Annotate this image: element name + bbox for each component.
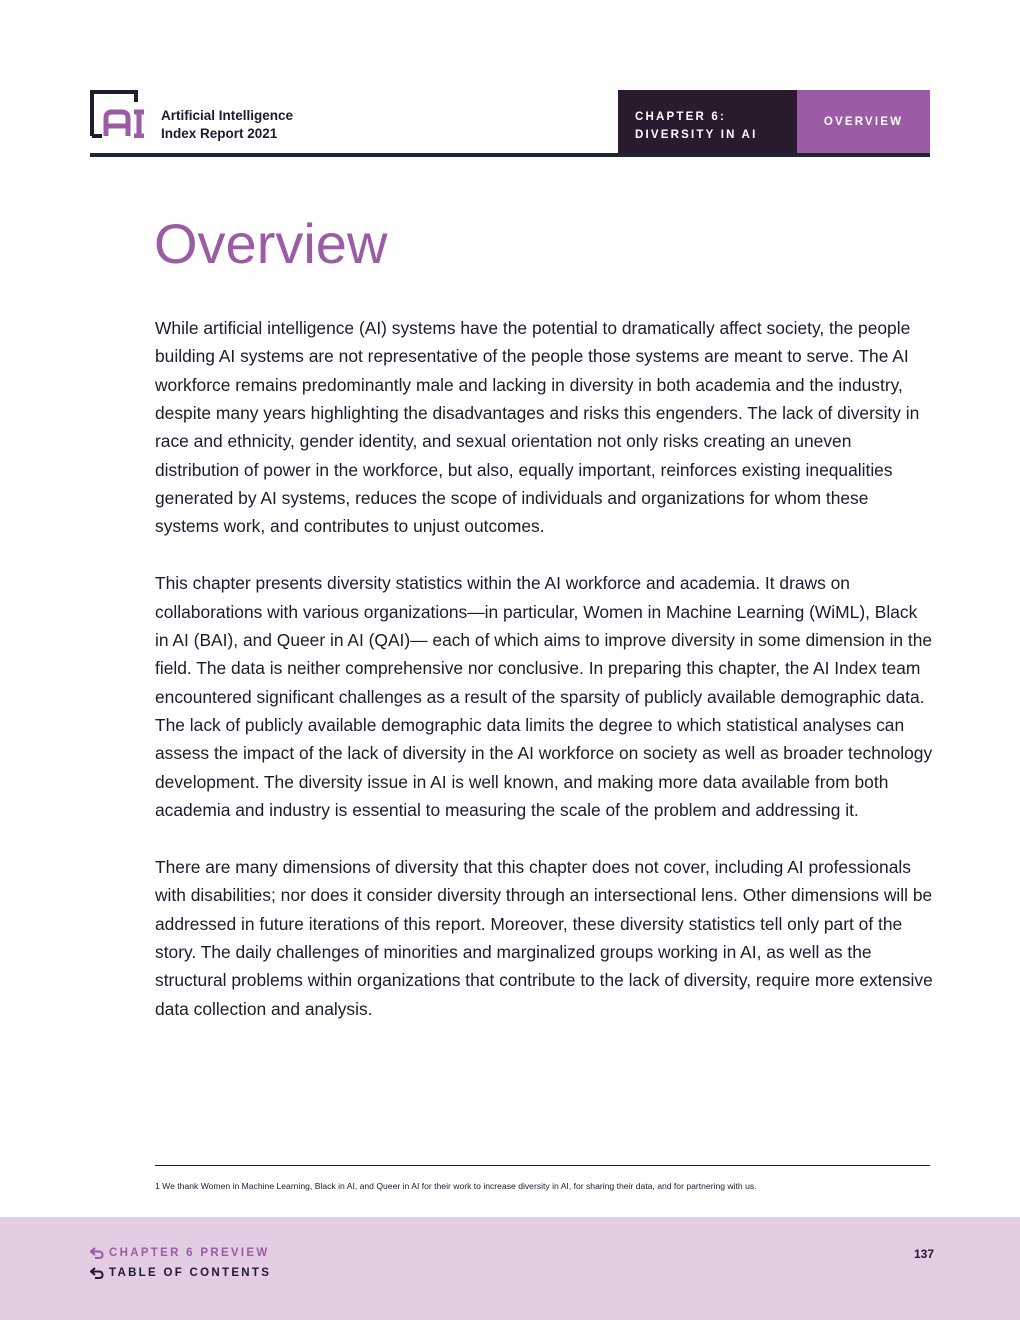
paragraph-2: This chapter presents diversity statistics within the AI workforce and academia. It draws on collaborations with various organizations—in particular, Women in Machine Learning (WiML), Black in AI (BAI), and Queer in AI (QAI)— each of which aims to improve diversity in some dimension in the field. The data is neither comprehensive nor conclusive. In preparing this chapter, the AI Index team encountered significant challenges as a result of the sparsity of publicly available demographic data. The lack of publicly available demographic data limits the degree to which statistical analyses can assess the impact of the lack of diversity in the AI workforce on society as well as broader technology development. The diversity issue in AI is well known, and making more data available from both academia and industry is essential to measuring the scale of the problem and addressing it. (155, 573, 933, 820)
chapter-number: CHAPTER 6: (635, 111, 727, 123)
return-arrow-icon (90, 1247, 104, 1259)
paragraph-1: While artificial intelligence (AI) systems have the potential to dramatically affect society, the people building AI systems are not representative of the people those systems are meant to serve. The AI workforce remains predominantly male and lacking in diversity in both academia and the industry, despite many years highlighting the disadvantages and risks this engenders. The lack of diversity in race and ethnicity, gender identity, and sexual orientation not only risks creating an uneven distribution of power in the workforce, but also, equally important, reinforces existing inequalities generated by AI systems, reduces the scope of individuals and organizations for whom these systems work, and contributes to unjust outcomes. (155, 318, 920, 537)
chapter-preview-link[interactable] (90, 1247, 270, 1259)
return-arrow-icon (90, 1267, 104, 1279)
report-title-line1: Artificial Intelligence (161, 108, 294, 123)
footnote: 1 We thank Women in Machine Learning, Black in AI, and Queer in AI for their work to increase diversity in AI, for sharing their data, and for partnering with us. (155, 1181, 757, 1191)
report-title (161, 107, 293, 143)
page-title: Overview (154, 212, 388, 275)
table-of-contents-label: TABLE OF CONTENTS (109, 1267, 272, 1279)
report-title-line2: Index Report 2021 (161, 126, 278, 141)
paragraph-3: There are many dimensions of diversity that this chapter does not cover, including AI professionals with disabilities; nor does it consider diversity through an intersectional lens. Other dimensions will be addressed in future iterations of this report. Moreover, these diversity statistics tell only part of the story. The daily challenges of minorities and marginalized groups working in AI, as well as the structural problems within organizations that contribute to the lack of diversity, require more extensive data collection and analysis. (155, 856, 933, 1019)
chapter-preview-label: CHAPTER 6 PREVIEW (109, 1247, 270, 1259)
ai-index-logo (90, 90, 146, 138)
section-tab-overview[interactable] (797, 90, 930, 153)
footnote-divider (155, 1165, 930, 1166)
header-divider (90, 153, 930, 157)
page-number: 137 (913, 1247, 934, 1261)
footer (0, 1217, 1020, 1320)
body-text (155, 314, 933, 1051)
table-of-contents-link[interactable] (90, 1267, 271, 1279)
section-label: OVERVIEW (823, 116, 904, 128)
chapter-tab[interactable] (618, 90, 797, 153)
chapter-name: DIVERSITY IN AI (635, 129, 758, 141)
